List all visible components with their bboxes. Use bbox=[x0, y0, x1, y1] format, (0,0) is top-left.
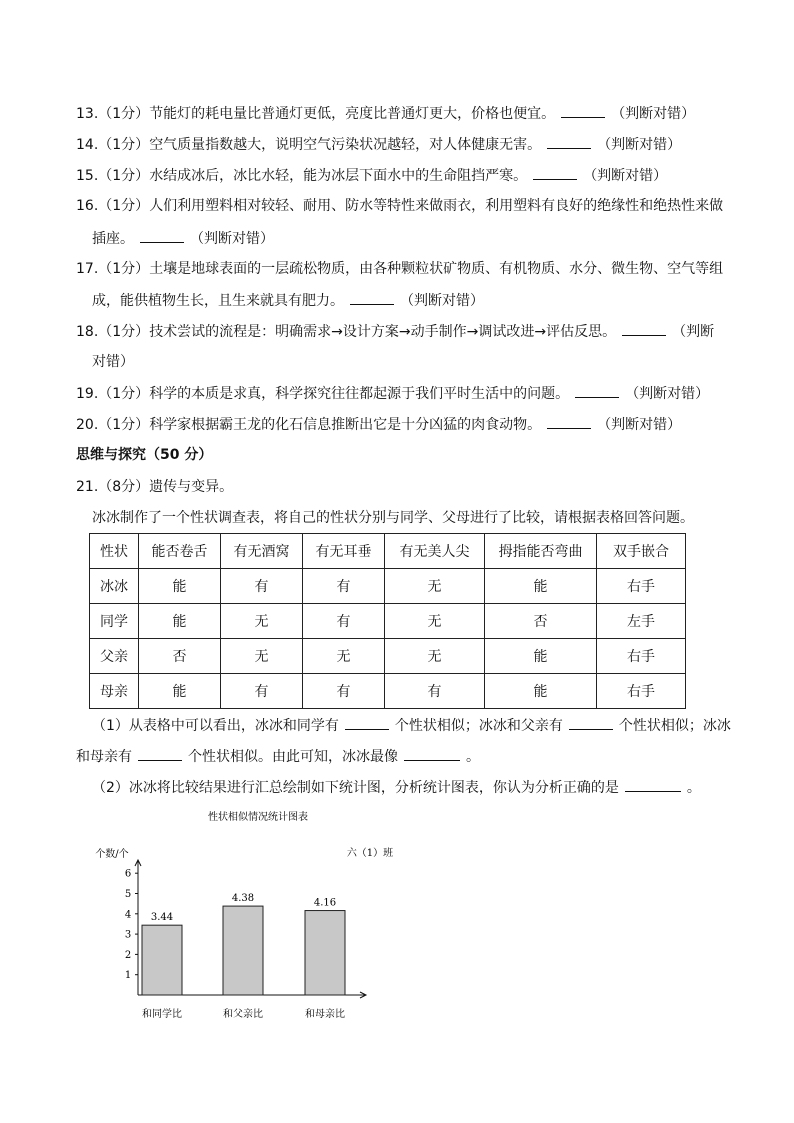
question-text-continued: 成，能供植物生长，且生来就具有肥力。 bbox=[92, 293, 344, 309]
table-cell: 能 bbox=[485, 639, 597, 674]
data-label: 4.38 bbox=[231, 893, 255, 905]
question-suffix: （判断对错） bbox=[611, 106, 696, 122]
chart-subtitle: 六（1）班 bbox=[346, 848, 394, 859]
table-cell: 右手 bbox=[597, 639, 686, 674]
table-cell: 能 bbox=[139, 674, 221, 709]
table-cell: 无 bbox=[303, 639, 385, 674]
data-label: 4.16 bbox=[313, 897, 337, 909]
question-18-continued bbox=[92, 352, 134, 372]
table-cell: 右手 bbox=[597, 569, 686, 604]
question-17-continued bbox=[92, 290, 484, 311]
question-score: （1分） bbox=[98, 168, 150, 184]
question-suffix-continued: 对错） bbox=[92, 354, 134, 370]
sub-question-1-continued bbox=[76, 746, 480, 767]
question-suffix: （判断对错） bbox=[583, 168, 668, 184]
table-header: 有无酒窝 bbox=[221, 534, 303, 569]
table-cell: 有 bbox=[303, 604, 385, 639]
question-suffix: （判断对错） bbox=[190, 231, 274, 247]
question-text: 水结成冰后，冰比水轻，能为冰层下面水中的生命阻挡严寒。 bbox=[149, 168, 528, 184]
answer-blank[interactable] bbox=[547, 414, 591, 429]
question-13 bbox=[76, 103, 695, 124]
table-row bbox=[90, 674, 686, 709]
table-cell: 父亲 bbox=[90, 639, 139, 674]
question-number: 18. bbox=[76, 324, 99, 340]
table-cell: 无 bbox=[221, 639, 303, 674]
answer-blank[interactable] bbox=[350, 290, 394, 305]
question-suffix: （判断对错） bbox=[400, 293, 484, 309]
y-tick-label: 5 bbox=[124, 889, 132, 900]
question-21-intro: 冰冰制作了一个性状调查表，将自己的性状分别与同学、父母进行了比较，请根据表格回答问题。 bbox=[92, 510, 694, 526]
question-15 bbox=[76, 165, 667, 186]
bar bbox=[305, 911, 345, 995]
question-score: （1分） bbox=[98, 137, 150, 153]
answer-blank[interactable] bbox=[533, 165, 577, 180]
table-header-row bbox=[90, 534, 686, 569]
answer-blank[interactable] bbox=[569, 715, 613, 730]
sub-question-text: 。 bbox=[686, 780, 701, 796]
table-cell: 能 bbox=[139, 569, 221, 604]
question-score: （1分） bbox=[98, 324, 150, 340]
bar bbox=[142, 925, 182, 995]
data-label: 3.44 bbox=[150, 912, 174, 924]
question-text: 土壤是地球表面的一层疏松物质，由各种颗粒状矿物质、有机物质、水分、微生物、空气等组 bbox=[149, 261, 724, 277]
table-cell: 同学 bbox=[90, 604, 139, 639]
table-cell: 无 bbox=[385, 604, 485, 639]
question-score: （1分） bbox=[98, 198, 150, 214]
table-row bbox=[90, 639, 686, 674]
question-17 bbox=[76, 259, 723, 279]
category-label: 和同学比 bbox=[142, 1009, 182, 1020]
table-cell: 有 bbox=[221, 569, 303, 604]
table-cell: 有 bbox=[221, 674, 303, 709]
question-suffix: （判断对错） bbox=[597, 137, 682, 153]
answer-blank[interactable] bbox=[138, 746, 182, 761]
question-text: 科学的本质是求真，科学探究往往都起源于我们平时生活中的问题。 bbox=[149, 386, 570, 402]
question-score: （1分） bbox=[98, 386, 150, 402]
question-score: （1分） bbox=[98, 106, 150, 122]
table-cell: 无 bbox=[385, 639, 485, 674]
sub-question-text: 和母亲有 bbox=[76, 749, 132, 765]
question-21-header: 21.（8分）遗传与变异。 bbox=[76, 479, 234, 495]
answer-blank[interactable] bbox=[622, 321, 666, 336]
question-number: 17. bbox=[76, 261, 99, 277]
question-text: 技术尝试的流程是：明确需求→设计方案→动手制作→调试改进→评估反思。 bbox=[149, 324, 617, 340]
question-18 bbox=[76, 321, 714, 342]
question-14 bbox=[76, 134, 681, 155]
question-score: （1分） bbox=[98, 261, 150, 277]
answer-blank[interactable] bbox=[345, 715, 389, 730]
table-cell: 冰冰 bbox=[90, 569, 139, 604]
table-header: 有无美人尖 bbox=[385, 534, 485, 569]
question-text-continued: 插座。 bbox=[92, 231, 134, 247]
bar bbox=[223, 906, 263, 995]
y-tick-label: 3 bbox=[124, 929, 132, 941]
question-number: 14. bbox=[76, 137, 99, 153]
question-text: 节能灯的耗电量比普通灯更低，亮度比普通灯更大，价格也便宜。 bbox=[149, 106, 556, 122]
answer-blank[interactable] bbox=[625, 777, 681, 792]
table-cell: 有 bbox=[303, 569, 385, 604]
chart-ylabel: 个数/个 bbox=[95, 849, 129, 860]
table-header: 拇指能否弯曲 bbox=[485, 534, 597, 569]
table-row bbox=[90, 569, 686, 604]
sub-question-text: 。 bbox=[466, 749, 480, 765]
question-number: 15. bbox=[76, 168, 99, 184]
question-score: （1分） bbox=[98, 417, 150, 433]
sub-question-text: 个性状相似；冰冰 bbox=[618, 718, 731, 734]
question-20 bbox=[76, 414, 681, 435]
table-cell: 否 bbox=[485, 604, 597, 639]
question-suffix: （判断 bbox=[672, 324, 715, 340]
table-header: 能否卷舌 bbox=[139, 534, 221, 569]
category-label: 和父亲比 bbox=[223, 1009, 263, 1020]
table-cell: 能 bbox=[139, 604, 221, 639]
answer-blank[interactable] bbox=[561, 103, 605, 118]
question-text: 空气质量指数越大，说明空气污染状况越轻，对人体健康无害。 bbox=[149, 137, 542, 153]
category-label: 和母亲比 bbox=[305, 1009, 345, 1020]
question-text: 人们利用塑料相对较轻、耐用、防水等特性来做雨衣，利用塑料有良好的绝缘性和绝热性来做 bbox=[149, 198, 724, 214]
question-number: 20. bbox=[76, 417, 99, 433]
question-number: 16. bbox=[76, 198, 99, 214]
table-cell: 有 bbox=[385, 674, 485, 709]
sub-question-2 bbox=[92, 777, 701, 798]
answer-blank[interactable] bbox=[575, 383, 619, 398]
trait-similarity-bar-chart bbox=[0, 800, 794, 1040]
question-16-continued bbox=[92, 228, 274, 249]
table-header: 有无耳垂 bbox=[303, 534, 385, 569]
chart-title: 性状相似情况统计图表 bbox=[208, 812, 308, 823]
y-tick-label: 1 bbox=[124, 970, 132, 982]
sub-question-text: 个性状相似；冰冰和父亲有 bbox=[394, 718, 563, 734]
question-text: 科学家根据霸王龙的化石信息推断出它是十分凶猛的肉食动物。 bbox=[149, 417, 542, 433]
table-header: 性状 bbox=[90, 534, 139, 569]
answer-blank[interactable] bbox=[140, 228, 184, 243]
question-19 bbox=[76, 383, 709, 404]
sub-question-text: 个性状相似。由此可知，冰冰最像 bbox=[188, 749, 398, 765]
table-cell: 能 bbox=[485, 569, 597, 604]
table-row bbox=[90, 604, 686, 639]
section-title: 思维与探究（50 分） bbox=[76, 447, 213, 463]
table-header: 双手嵌合 bbox=[597, 534, 686, 569]
y-tick-label: 2 bbox=[124, 949, 132, 961]
table-cell: 否 bbox=[139, 639, 221, 674]
question-number: 13. bbox=[76, 106, 99, 122]
table-cell: 无 bbox=[385, 569, 485, 604]
question-16 bbox=[76, 196, 723, 216]
trait-table bbox=[89, 533, 686, 709]
sub-question-text: （2）冰冰将比较结果进行汇总绘制如下统计图，分析统计图表，你认为分析正确的是 bbox=[92, 780, 619, 796]
answer-blank[interactable] bbox=[404, 746, 460, 761]
y-tick-label: 4 bbox=[124, 909, 132, 921]
answer-blank[interactable] bbox=[547, 134, 591, 149]
question-suffix: （判断对错） bbox=[597, 417, 682, 433]
question-number: 19. bbox=[76, 386, 99, 402]
sub-question-1 bbox=[92, 715, 731, 736]
table-cell: 右手 bbox=[597, 674, 686, 709]
table-cell: 能 bbox=[485, 674, 597, 709]
sub-question-text: （1）从表格中可以看出，冰冰和同学有 bbox=[92, 718, 339, 734]
table-cell: 左手 bbox=[597, 604, 686, 639]
y-tick-label: 6 bbox=[124, 868, 132, 880]
table-cell: 无 bbox=[221, 604, 303, 639]
table-cell: 母亲 bbox=[90, 674, 139, 709]
question-suffix: （判断对错） bbox=[625, 386, 710, 402]
table-cell: 有 bbox=[303, 674, 385, 709]
